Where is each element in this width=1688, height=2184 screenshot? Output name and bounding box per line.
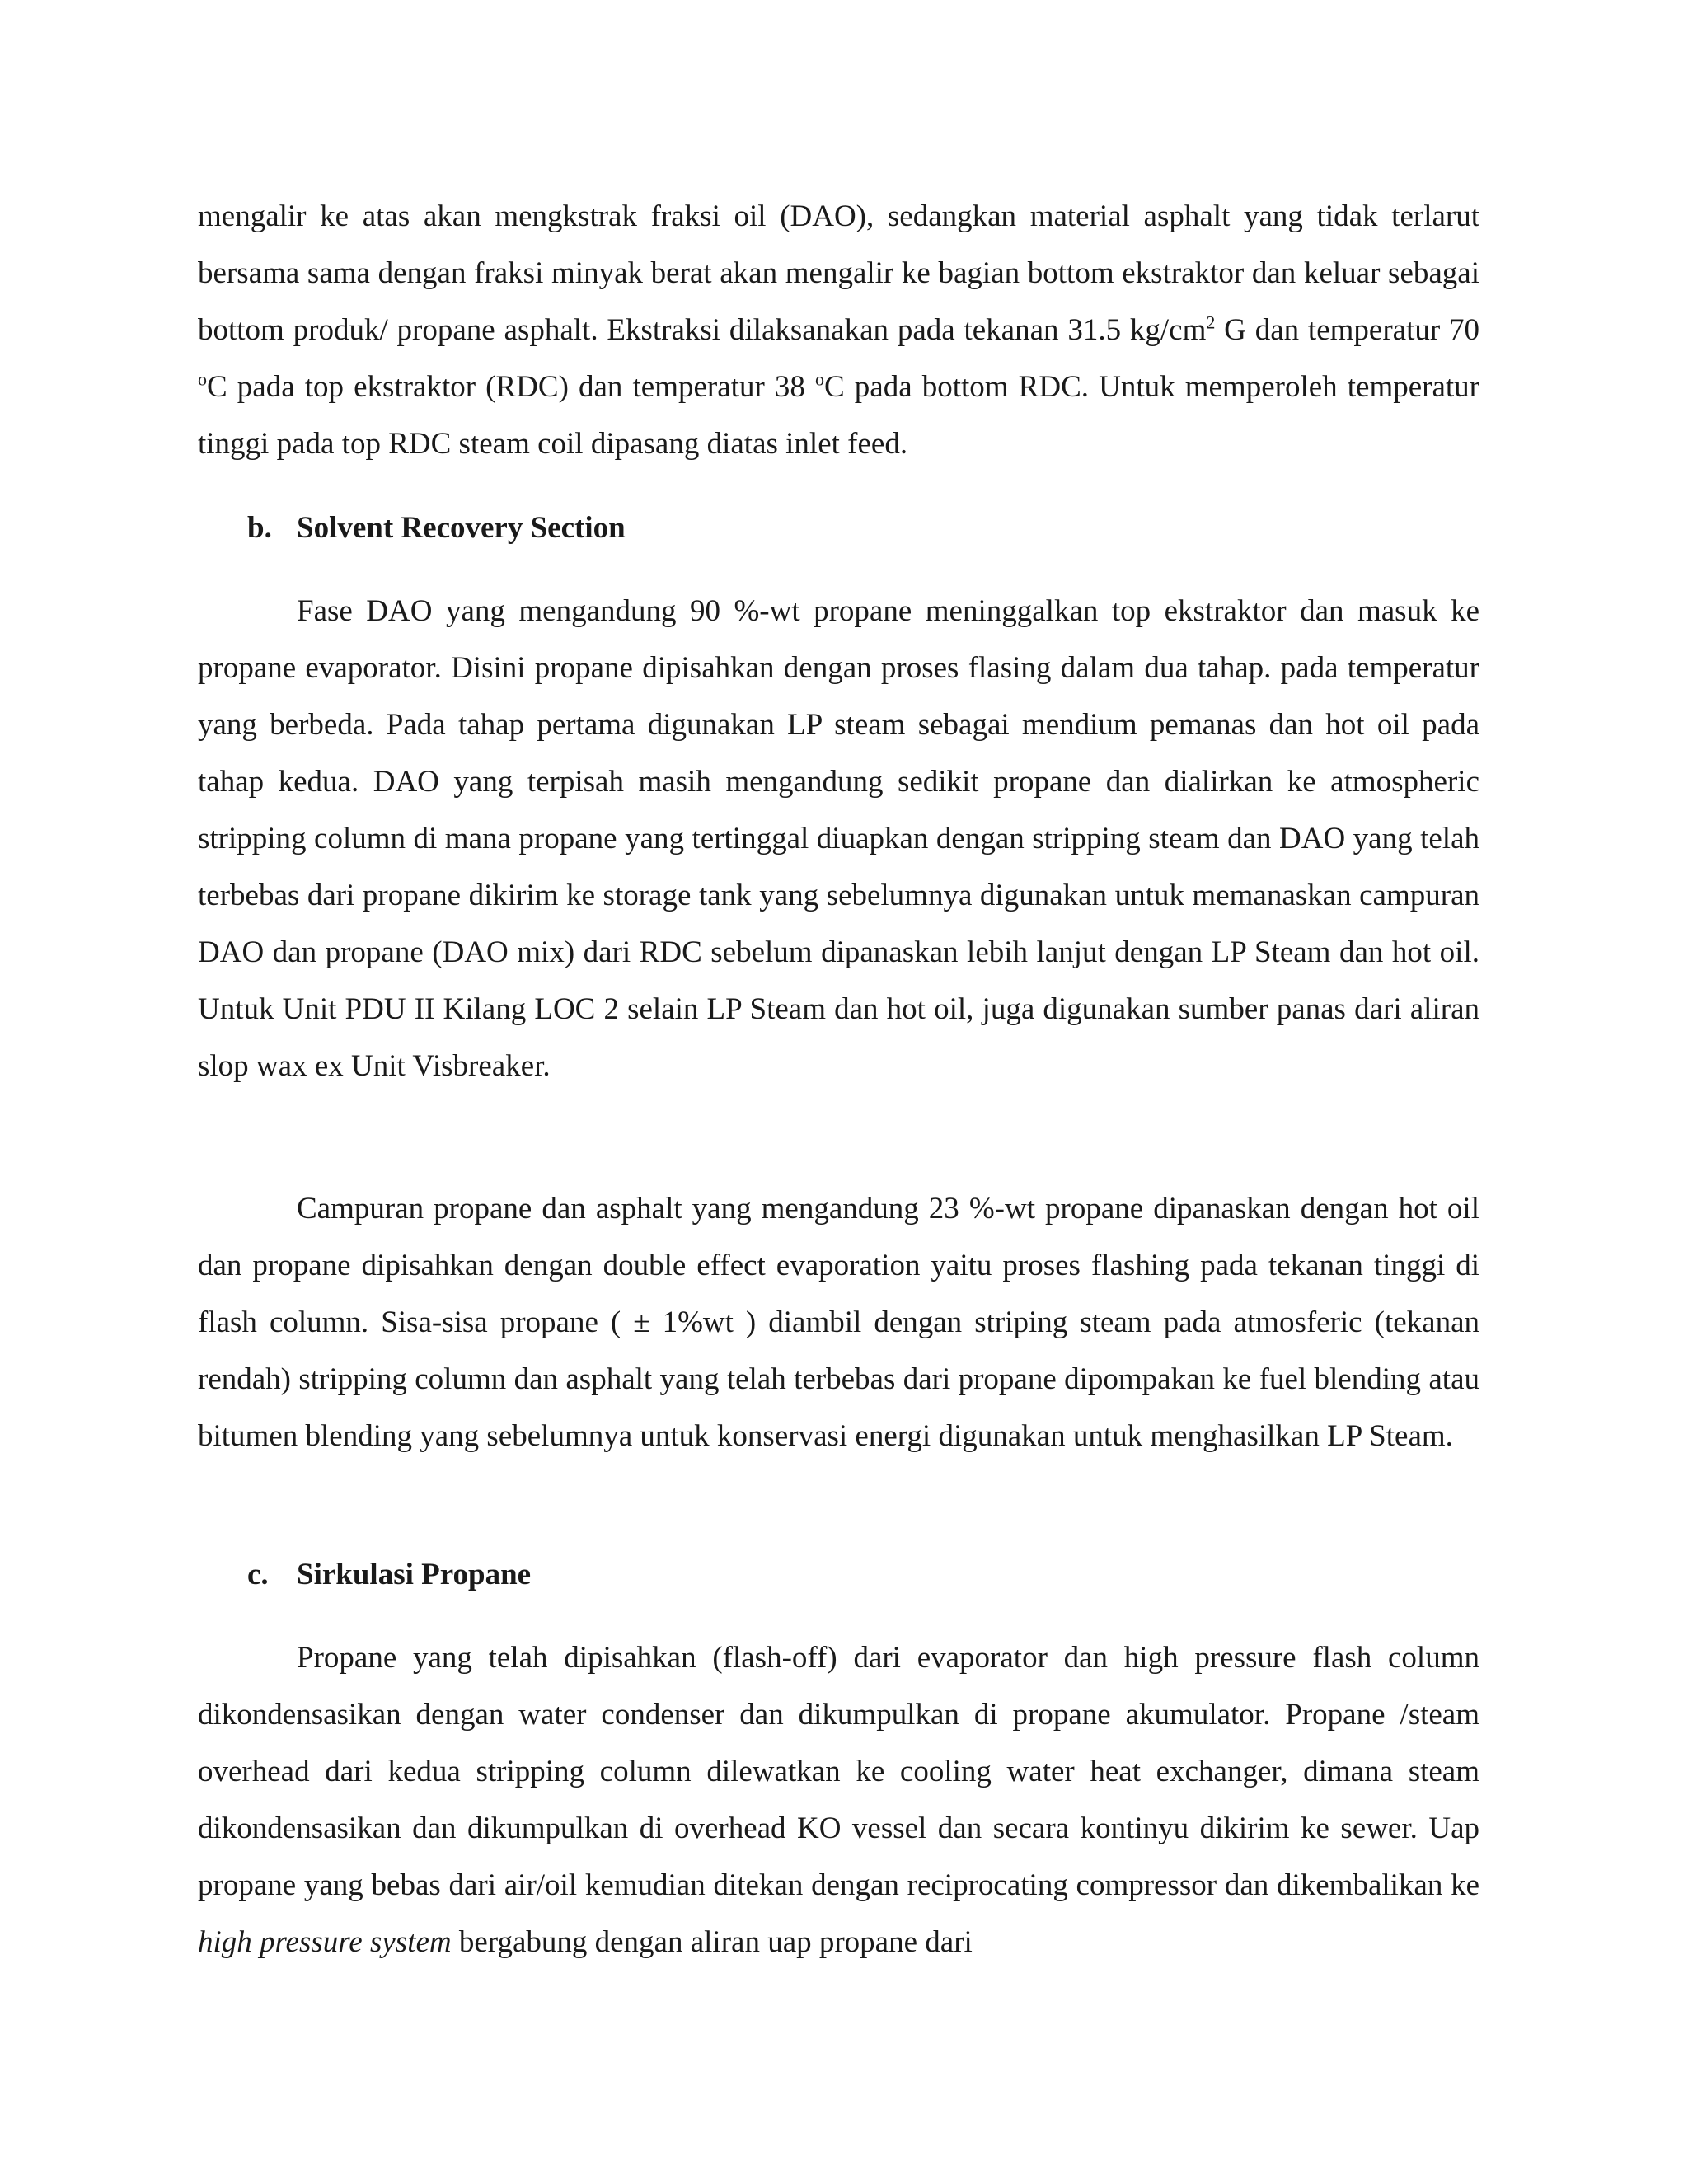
section-heading-solvent-recovery	[247, 499, 626, 556]
superscript-2: 2	[1206, 312, 1216, 333]
paragraph-circulation-text-a: Propane yang telah dipisahkan (flash-off) dari evaporator dan high pressure flash column dikondensasikan dengan water condenser dan dikumpulkan di propane akumulator. Propane /steam overhead dari kedua stripping column dilewatkan ke cooling water heat exchanger, dimana steam dikondensasikan dan dikumpulkan di overhead KO vessel dan secara kontinyu dikirim ke sewer. Uap propane yang bebas dari air/oil kemudian ditekan dengan reciprocating compressor dan dikembalikan ke	[198, 1641, 1479, 1902]
section-title-sirkulasi-propane: Sirkulasi Propane	[297, 1558, 532, 1591]
section-marker-c: c.	[247, 1558, 269, 1591]
paragraph-extraction-text-a: mengalir ke atas akan mengkstrak fraksi oil (DAO), sedangkan material asphalt yang tidak terlarut bersama sama dengan fraksi minyak berat akan mengalir ke bagian bottom ekstraktor dan keluar sebagai bottom produk/ propane asphalt. Ekstraksi dilaksanakan pada tekanan 31.5 kg/cm	[198, 199, 1479, 347]
superscript-degree-1: o	[198, 368, 207, 390]
paragraph-propane-circulation	[198, 1629, 1479, 1971]
paragraph-extraction-text-b: G dan temperatur 70	[1215, 313, 1479, 347]
italic-high-pressure-system: high pressure system	[198, 1925, 452, 1959]
paragraph-extraction-text-c: C pada top ekstraktor (RDC) dan temperatur 38	[207, 370, 815, 404]
section-heading-sirkulasi-propane	[247, 1546, 531, 1603]
paragraph-dao-phase: Fase DAO yang mengandung 90 %-wt propane meninggalkan top ekstraktor dan masuk ke propane evaporator. Disini propane dipisahkan dengan proses flasing dalam dua tahap. pada temperatur yang berbeda. Pada tahap pertama digunakan LP steam sebagai mendium pemanas dan hot oil pada tahap kedua. DAO yang terpisah masih mengandung sedikit propane dan dialirkan ke atmospheric stripping column di mana propane yang tertinggal diuapkan dengan stripping steam dan DAO yang telah terbebas dari propane dikirim ke storage tank yang sebelumnya digunakan untuk memanaskan campuran DAO dan propane (DAO mix) dari RDC sebelum dipanaskan lebih lanjut dengan LP Steam dan hot oil. Untuk Unit PDU II Kilang LOC 2 selain LP Steam dan hot oil, juga digunakan sumber panas dari aliran slop wax ex Unit Visbreaker.	[198, 594, 1479, 1083]
superscript-degree-2: o	[815, 368, 824, 390]
section-marker-b: b.	[247, 511, 272, 545]
paragraph-propane-asphalt-mix: Campuran propane dan asphalt yang mengandung 23 %-wt propane dipanaskan dengan hot oil dan propane dipisahkan dengan double effect evaporation yaitu proses flashing pada tekanan tinggi di flash column. Sisa-sisa propane ( ± 1%wt ) diambil dengan striping steam pada atmosferic (tekanan rendah) stripping column dan asphalt yang telah terbebas dari propane dipompakan ke fuel blending atau bitumen blending yang sebelumnya untuk konservasi energi digunakan untuk menghasilkan LP Steam.	[198, 1192, 1479, 1453]
paragraph-extraction-text-d: C pada bottom RDC. Untuk memperoleh temperatur tinggi pada top RDC steam coil dipasang diatas inlet feed.	[198, 370, 1480, 461]
section-title-solvent-recovery: Solvent Recovery Section	[297, 511, 626, 545]
paragraph-extraction	[198, 188, 1479, 472]
paragraph-circulation-text-b: bergabung dengan aliran uap propane dari	[451, 1925, 973, 1959]
